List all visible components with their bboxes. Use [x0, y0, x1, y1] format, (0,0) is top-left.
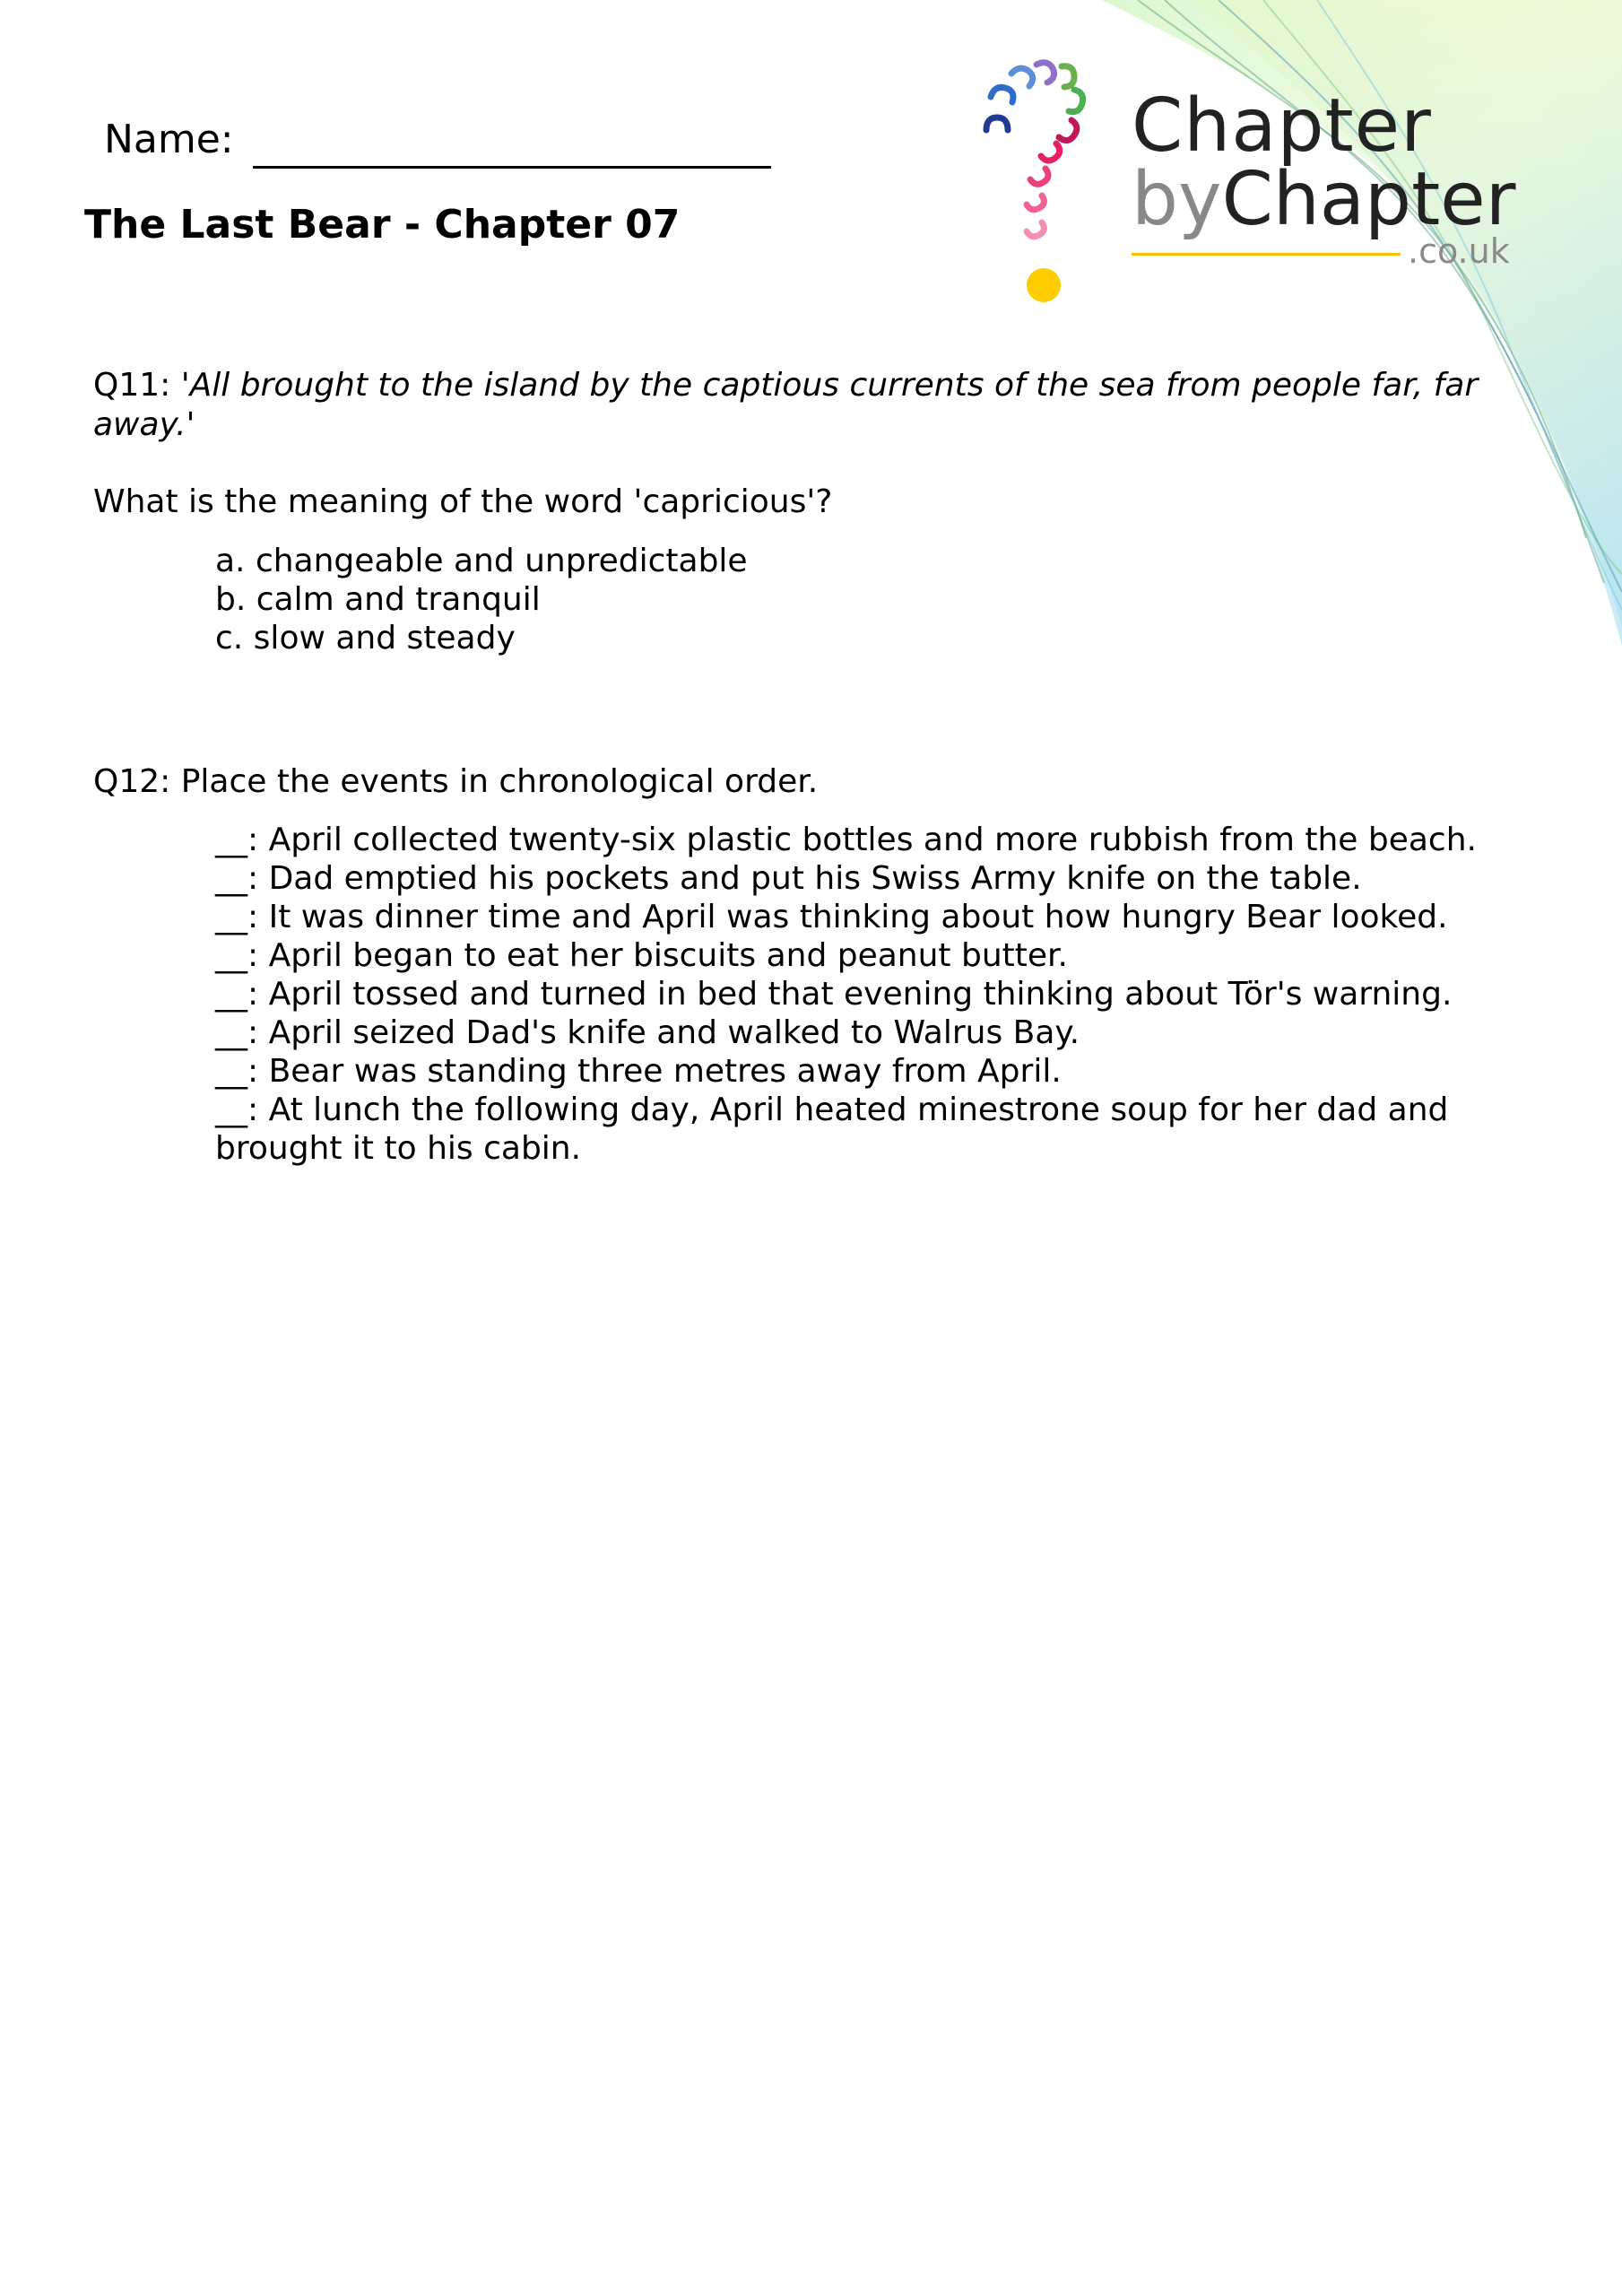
event-item[interactable]: __: April collected twenty-six plastic bottles and more rubbish from the beach.: [215, 822, 1477, 858]
event-item[interactable]: __: Dad emptied his pockets and put his Swiss Army knife on the table.: [215, 860, 1362, 897]
question-dot: [1027, 268, 1061, 302]
option-a[interactable]: a. changeable and unpredictable: [215, 543, 748, 579]
q11-question: What is the meaning of the word 'capricious'?: [93, 483, 833, 520]
name-input-line[interactable]: [253, 166, 771, 169]
worksheet-title: The Last Bear - Chapter 07: [84, 202, 681, 248]
logo-line-1: Chapter: [1132, 83, 1432, 169]
option-b[interactable]: b. calm and tranquil: [215, 581, 541, 618]
name-label: Name:: [104, 117, 234, 162]
question-mark-books-icon: [959, 54, 1130, 314]
event-item[interactable]: __: It was dinner time and April was thinking about how hungry Bear looked.: [215, 899, 1448, 935]
logo-underline: [1132, 253, 1401, 256]
event-item[interactable]: __: Bear was standing three metres away from April.: [215, 1053, 1062, 1090]
q12-prompt: Q12: Place the events in chronological order.: [93, 763, 819, 800]
q11-label: Q11:: [93, 367, 171, 404]
q11-quote: 'All brought to the island by the captious currents of the sea from people far, far away.': [93, 367, 1479, 443]
event-item[interactable]: __: April began to eat her biscuits and peanut butter.: [215, 937, 1068, 974]
event-item[interactable]: __: April tossed and turned in bed that evening thinking about Tör's warning.: [215, 976, 1453, 1013]
logo-chapter-2: Chapter: [1221, 157, 1516, 242]
chapter-by-chapter-logo: [959, 54, 1542, 314]
q11-options: [215, 542, 748, 657]
event-item[interactable]: __: At lunch the following day, April heated minestrone soup for her dad and brought it to his cabin.: [215, 1091, 1449, 1167]
q12-events-list: [215, 821, 1515, 1168]
q11-prompt: [93, 366, 1528, 445]
logo-by: by: [1132, 157, 1222, 242]
event-item[interactable]: __: April seized Dad's knife and walked to Walrus Bay.: [215, 1014, 1080, 1051]
logo-domain: .co.uk: [1408, 231, 1510, 271]
option-c[interactable]: c. slow and steady: [215, 620, 516, 657]
logo-line-2: [1132, 157, 1516, 242]
